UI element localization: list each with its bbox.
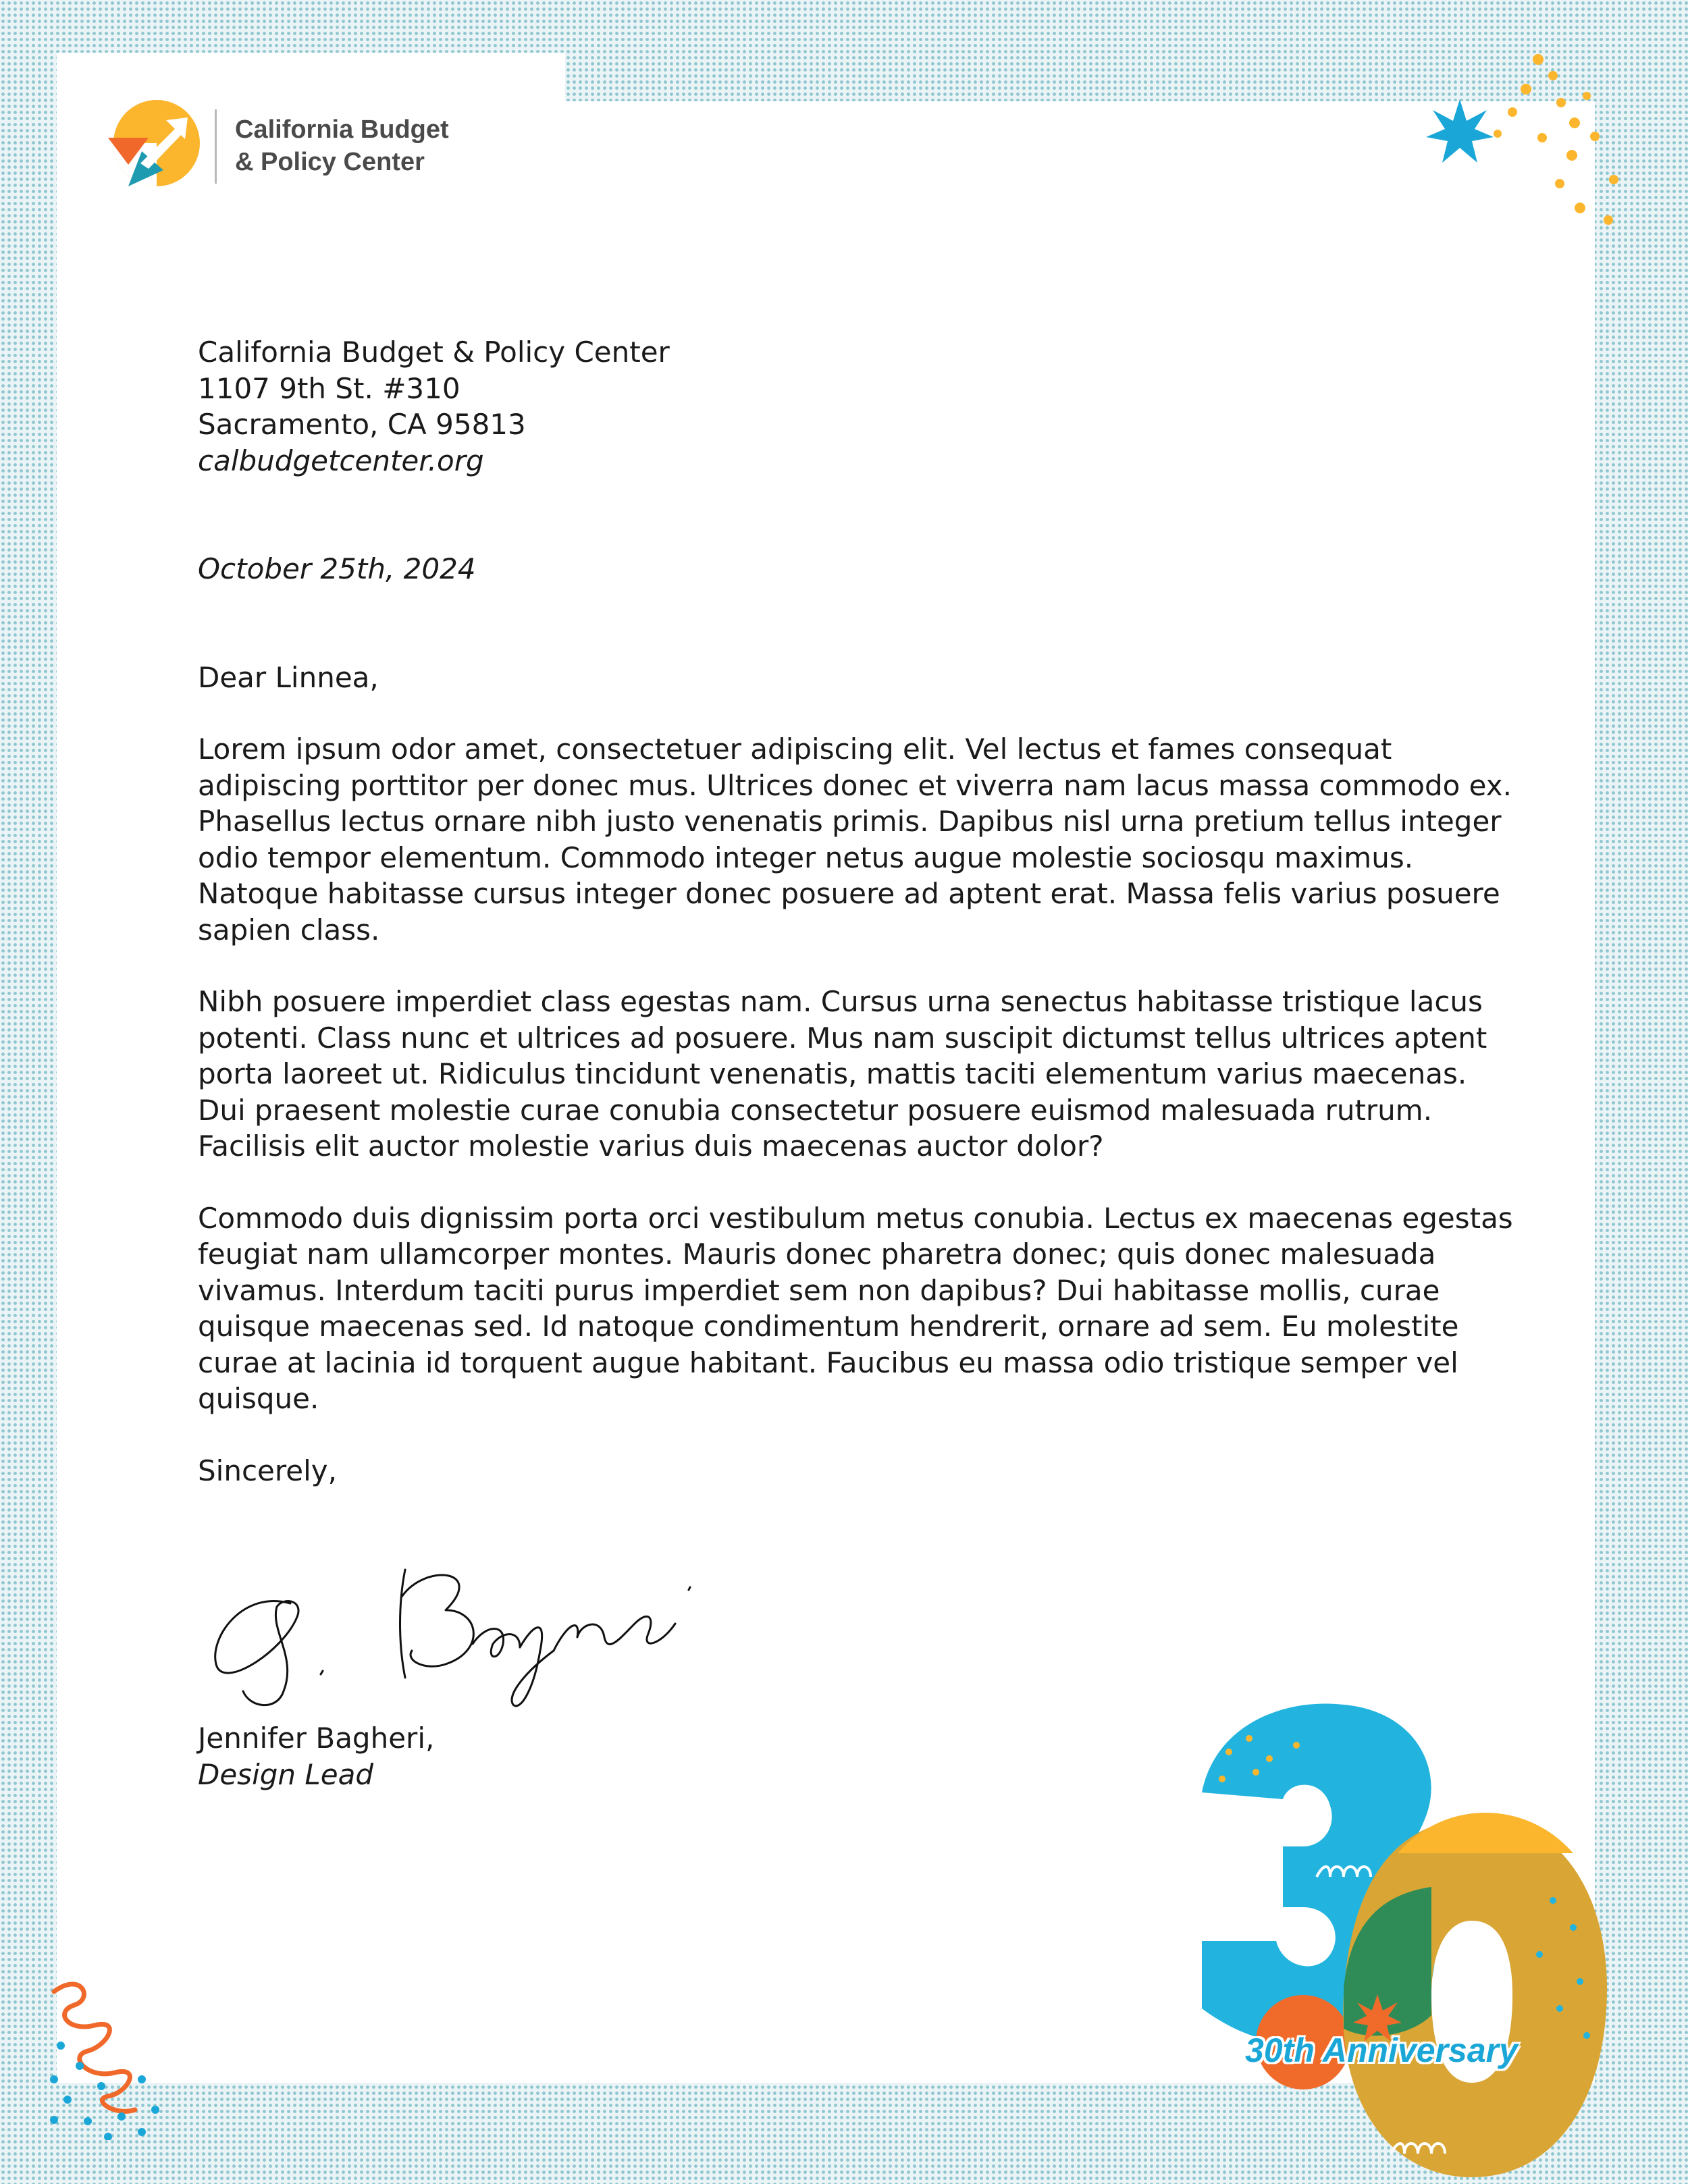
anniversary-label: 30th Anniversary <box>1245 2031 1518 2069</box>
signer-block <box>198 1720 434 1792</box>
signer-title: Design Lead <box>198 1757 373 1791</box>
anniversary-30-graphic <box>1175 1698 1634 2184</box>
salutation: Dear Linnea, <box>198 660 379 694</box>
signature <box>203 1543 743 1718</box>
letter-date: October 25th, 2024 <box>198 552 476 585</box>
sender-street: 1107 9th St. #310 <box>198 371 460 405</box>
signer-name: Jennifer Bagheri, <box>198 1722 435 1755</box>
logo-wordmark <box>235 113 449 178</box>
body-paragraph-1: Lorem ipsum odor amet, consectetuer adipiscing elit. Vel lectus et fames consequat adipiscing porttitor per donec mus. Ultrices donec et viverra nam lacus massa commodo ex. Phasellus lectus ornare nibh justo venenatis primis. Dapibus nisl urna pretium tellus integer odio tempor elementum. Commodo integer netus augue molestie sociosqu maximus. Natoque habitasse cursus integer donec posuere ad aptent erat. Massa felis varius posuere sapien class. <box>198 733 1512 947</box>
logo-arrow-icon <box>101 96 203 190</box>
logo-line-1: California Budget <box>235 115 449 144</box>
squiggle-icon <box>41 1971 196 2140</box>
body-paragraph-2: Nibh posuere imperdiet class egestas nam. Cursus urna senectus habitasse tristique lacus potenti. Class nunc et ultrices ad posuere. Mus nam suscipit dictumst tellus ultrices aptent porta laoreet ut. Ridiculus tincidunt venenatis, mattis taciti elementum varius maecenas. Dui praesent molestie curae conubia consectetur posuere euismod malesuada rutrum. Facilisis elit auctor molestie varius duis maecenas auctor dolor? <box>198 985 1487 1163</box>
logo-divider <box>215 109 217 184</box>
sender-website: calbudgetcenter.org <box>198 444 484 477</box>
starburst-icon <box>1418 47 1634 230</box>
sender-name: California Budget & Policy Center <box>198 336 670 369</box>
letter-body <box>198 334 1514 1489</box>
sender-address <box>198 334 1514 479</box>
sender-city: Sacramento, CA 95813 <box>198 408 526 441</box>
closing: Sincerely, <box>198 1454 337 1487</box>
confetti-dots-icon <box>1494 54 1618 225</box>
organization-logo <box>101 96 479 190</box>
logo-line-2: & Policy Center <box>235 148 425 176</box>
body-paragraph-3: Commodo duis dignissim porta orci vestibulum metus conubia. Lectus ex maecenas egestas feugiat nam ullamcorper montes. Mauris donec pharetra donec; quis donec malesuada vivamus. Interdum taciti purus imperdiet sem non dapibus? Dui habitasse mollis, curae quisque maecenas sed. Id natoque condimentum hendrerit, ornare ad sem. Eu molestite curae at lacinia id torquent augue habitant. Faucibus eu massa odio tristique semper vel quisque. <box>198 1201 1513 1415</box>
